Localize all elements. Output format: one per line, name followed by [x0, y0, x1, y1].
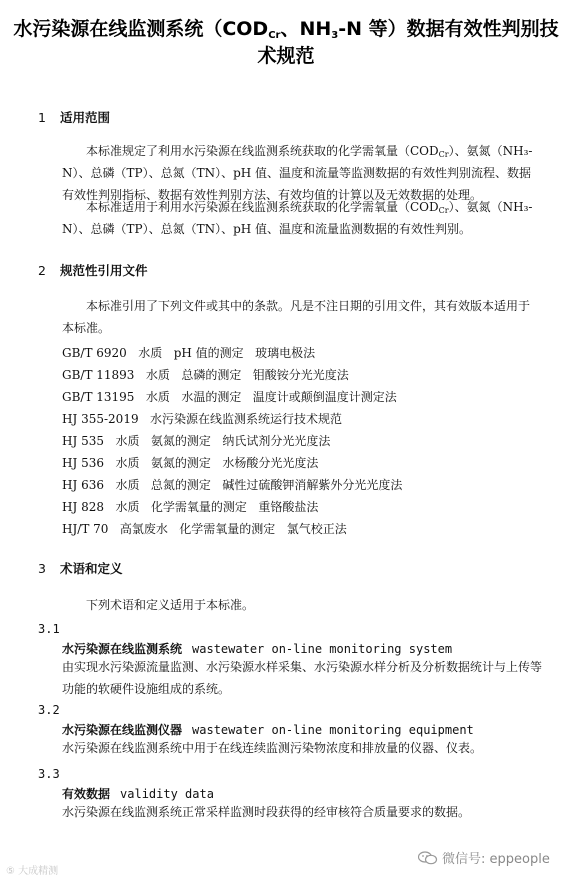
watermark-logo: ⑤ 大成精测	[6, 866, 59, 877]
section1-paragraph-2: 本标准适用于利用水污染源在线监测系统获取的化学需氧量$(COD_{Cr})$、氨氮（NH₃-N）、总磷（TP）、总氮（TN）、pH 值、温度和流量监测数据的有效性判别。	[62, 200, 533, 236]
wechat-watermark: 微信号: eppeople	[418, 848, 550, 867]
section1-paragraph-1: 本标准规定了利用水污染源在线监测系统获取的化学需氧量$(COD_{Cr})$、氨氮（NH₃-N）、总磷（TP）、总氮（TN）、pH 值、温度和流量等监测数据的有效性判别流程、数据有效性判别指标、数据有效性判别方法、有效均值的计算以及无效数据的处理。	[62, 144, 533, 202]
section-heading-2: 2 规范性引用文件	[38, 263, 148, 278]
section-heading-3: 3 术语和定义	[38, 561, 123, 576]
section2-intro: 本标准引用了下列文件或其中的条款。凡是不注日期的引用文件，其有效版本适用于本标准。	[62, 299, 531, 335]
section-heading-1: 1 适用范围	[38, 110, 111, 125]
section3-intro: 下列术语和定义适用于本标准。	[86, 598, 255, 612]
reference-item: HJ 355-2019 水污染源在线监测系统运行技术规范	[62, 412, 343, 426]
term-title: 有效数据 validity data	[62, 787, 214, 801]
term-number: 3.3	[38, 767, 60, 781]
reference-item: HJ 536 水质 氨氮的测定 水杨酸分光光度法	[62, 456, 319, 470]
reference-item: HJ 535 水质 氨氮的测定 纳氏试剂分光光度法	[62, 434, 331, 448]
term-number: 3.1	[38, 622, 60, 636]
term-title: 水污染源在线监测仪器 wastewater on-line monitoring equipment	[62, 723, 474, 737]
reference-item: GB/T 11893 水质 总磷的测定 钼酸铵分光光度法	[62, 368, 349, 382]
term-definition: 水污染源在线监测系统中用于在线连续监测污染物浓度和排放量的仪器、仪表。	[62, 741, 483, 755]
wechat-icon	[418, 851, 438, 865]
reference-item: HJ 636 水质 总氮的测定 碱性过硫酸钾消解紫外分光光度法	[62, 478, 403, 492]
term-number: 3.2	[38, 703, 60, 717]
reference-item: HJ/T 70 高氯废水 化学需氧量的测定 氯气校正法	[62, 522, 347, 536]
reference-item: HJ 828 水质 化学需氧量的测定 重铬酸盐法	[62, 500, 319, 514]
document-title: 水污染源在线监测系统（$COD_{Cr}$、$NH_3-N$ 等）数据有效性判别技	[13, 18, 559, 41]
reference-item: GB/T 13195 水质 水温的测定 温度计或颠倒温度计测定法	[62, 390, 397, 404]
term-definition: 水污染源在线监测系统正常采样监测时段获得的经审核符合质量要求的数据。	[62, 805, 471, 819]
term-title: 水污染源在线监测系统 wastewater on-line monitoring system	[62, 642, 453, 656]
document-title-line2: 术规范	[257, 45, 315, 67]
term-definition: 由实现水污染源流量监测、水污染源水样采集、水污染源水样分析及分析数据统计与上传等功能的软硬件设施组成的系统。	[62, 660, 543, 696]
reference-item: GB/T 6920 水质 pH 值的测定 玻璃电极法	[62, 346, 316, 360]
